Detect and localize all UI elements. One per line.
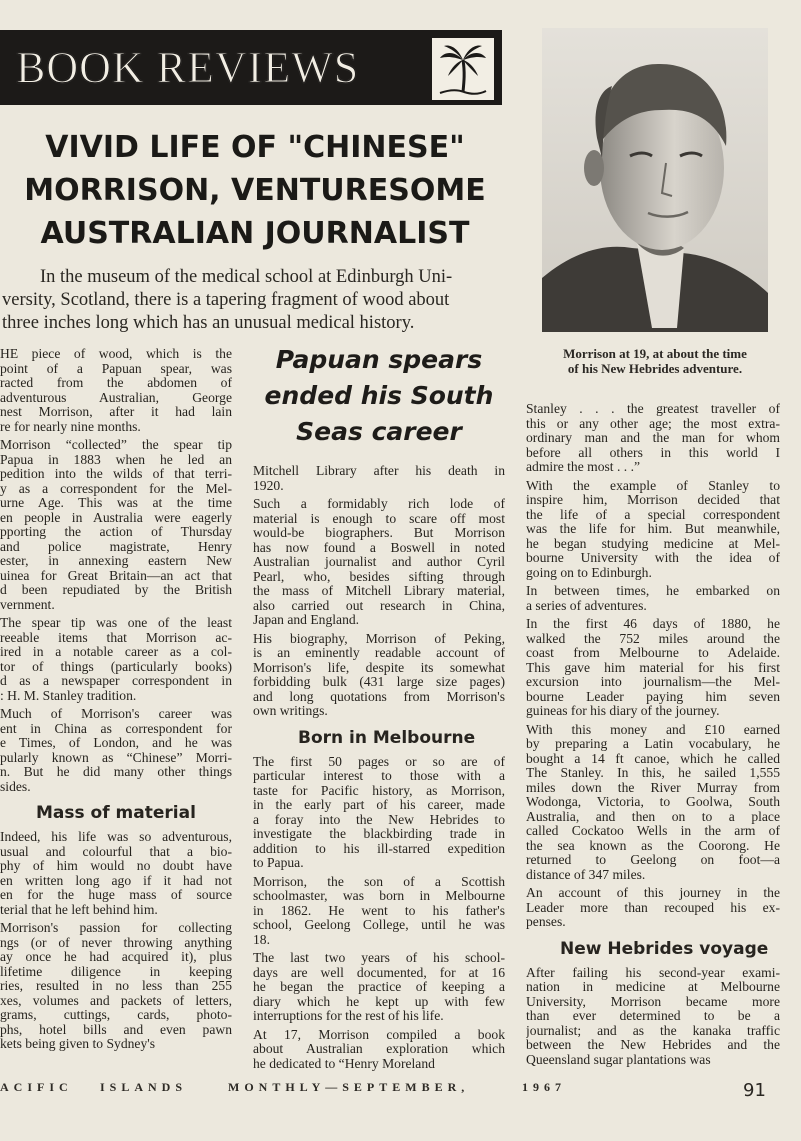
paragraph	[253, 951, 505, 1024]
text-line: by preparing a Latin vocabulary, he	[526, 737, 780, 751]
text-line: than ever determined to be a	[526, 1009, 780, 1023]
paragraph	[0, 921, 232, 1052]
text-line: Stanley . . . the greatest traveller of	[526, 402, 780, 416]
text-line: d been repudiated by the British	[0, 583, 232, 597]
text-line: guineas for his diary of the journey.	[526, 704, 720, 718]
text-line: Australian journalist and author Cyril	[253, 555, 505, 569]
text-line: returned to Geelong on foot—a	[526, 853, 780, 867]
paragraph	[0, 616, 232, 703]
text-line: Morrison's passion for collecting	[0, 921, 232, 935]
text-line: a series of adventures.	[526, 598, 647, 613]
section-subhead: New Hebrides voyage	[560, 938, 769, 959]
text-line: the life of a special correspondent	[526, 507, 780, 522]
text-line: lifetime diligence in keeping	[0, 964, 232, 979]
text-line: The Stanley. In this, he sailed 1,555	[526, 766, 780, 780]
text-line: ordinary man and the man for whom	[526, 431, 780, 445]
text-line: addition to his ill-starred expedition	[253, 841, 505, 856]
text-line: inspire him, Morrison decided that	[526, 493, 780, 507]
pull-quote-line: Papuan spears	[275, 345, 483, 374]
intro-line: three inches long which has an unusual medical history.	[2, 313, 415, 333]
text-line: uinea for Great Britain—an act that	[0, 568, 232, 583]
text-line: With the example of Stanley to	[526, 478, 780, 493]
text-line: is an eminently readable account of	[253, 646, 505, 660]
text-line: Morrison, the son of a Scottish	[253, 874, 505, 889]
page-footer	[0, 1076, 801, 1106]
text-line: n. But he did many other things	[0, 765, 232, 779]
text-line: bought a 14 ft canoe, which he called	[526, 751, 780, 766]
text-line: bourne University with the idea of	[526, 551, 780, 565]
paragraph	[526, 617, 780, 719]
text-line: vernment.	[0, 597, 55, 612]
paragraph	[526, 723, 780, 883]
text-line: e Times, of London, and he was	[0, 736, 232, 750]
article-headline	[20, 126, 490, 255]
text-line: journalist; and as the kanaka traffic	[526, 1023, 780, 1038]
headline-line: VIVID LIFE OF "CHINESE"	[45, 130, 465, 165]
text-line: The first 50 pages or so are of	[253, 754, 505, 769]
text-line: The spear tip was one of the least	[0, 616, 232, 630]
text-line: interruptions for the rest of his life.	[253, 1009, 444, 1023]
text-line: and long quotations from Morrison's	[253, 689, 505, 704]
text-line: nest Morrison, after it had lain	[0, 405, 232, 419]
text-line: xes, volumes and packets of letters,	[0, 993, 232, 1008]
text-line: he began studying medicine at Mel-	[526, 536, 780, 551]
text-line: between the New Hebrides and the	[526, 1038, 780, 1052]
book-reviews-banner	[0, 30, 502, 105]
text-line: the sea known as the Coorong. He	[526, 838, 780, 853]
text-line: he began the practice of keeping a	[253, 980, 505, 994]
paragraph	[253, 497, 505, 628]
text-line: phy of him would no doubt have	[0, 859, 232, 873]
footer-issue-date: MONTHLY—SEPTEMBER,	[228, 1080, 470, 1094]
article-intro	[2, 266, 498, 335]
text-line: before all others in this world I	[526, 445, 780, 460]
text-line: Leader more than recouped his ex-	[526, 900, 780, 915]
text-line: in 1862. He went to his father's	[253, 903, 505, 918]
text-line: excursion into journalism—the Mel-	[526, 675, 780, 689]
text-line: After failing his second-year exami-	[526, 965, 780, 980]
intro-line: versity, Scotland, there is a tapering fragment of wood about	[2, 290, 450, 310]
text-line: ent in China as correspondent for	[0, 721, 232, 736]
text-line: Queensland sugar plantations was	[526, 1052, 711, 1067]
text-line: to Papua.	[253, 856, 304, 870]
text-line: tor of things (particularly books)	[0, 659, 232, 674]
photo-caption	[528, 346, 782, 376]
text-line: The last two years of his school-	[253, 951, 505, 965]
text-line: a foray into the New Hebrides to	[253, 812, 505, 827]
footer-magazine-name-islands: ISLANDS	[100, 1080, 188, 1094]
text-line: ester, in annexing eastern New	[0, 554, 232, 568]
text-line: days are well documented, for at 16	[253, 965, 505, 980]
paragraph	[253, 1028, 505, 1072]
text-line: in the early part of his career, made	[253, 798, 505, 812]
text-line: 1920.	[253, 478, 284, 493]
text-line: point of a Papuan spear, was	[0, 361, 232, 376]
text-line: terial that he left behind him.	[0, 902, 158, 917]
text-line: has now found a Boswell in noted	[253, 540, 505, 555]
paragraph	[0, 707, 232, 794]
text-line: ay once he had acquired it), plus	[0, 950, 232, 964]
text-line: HE piece of wood, which is the	[0, 347, 232, 361]
text-line: en for the huge mass of source	[0, 888, 232, 902]
text-line: he dedicated to “Henry Moreland	[253, 1056, 435, 1071]
banner-title: BOOK REVIEWS	[16, 43, 360, 92]
text-line: y as a correspondent for the Mel-	[0, 481, 232, 496]
text-line: ries, resulted in no less than 255	[0, 979, 232, 993]
text-line: Much of Morrison's career was	[0, 707, 232, 721]
text-line: Mitchell Library after his death in	[253, 464, 505, 478]
paragraph	[253, 632, 505, 719]
text-line: pularly known as “Chinese” Morri-	[0, 750, 232, 765]
text-line: miles down the River Murray from	[526, 780, 780, 795]
paragraph	[526, 966, 780, 1068]
text-line: en people in Australia were eagerly	[0, 510, 232, 525]
text-line: University, Morrison became more	[526, 994, 780, 1009]
text-line: called Cockatoo Wells in the arm of	[526, 824, 780, 838]
text-line: d as a newspaper correspondent in	[0, 674, 232, 688]
paragraph	[526, 402, 780, 475]
paragraph	[0, 347, 232, 434]
paragraph	[253, 755, 505, 871]
headline-line: AUSTRALIAN JOURNALIST	[40, 216, 470, 251]
text-line: ngs (or of never throwing anything	[0, 935, 232, 950]
text-line: also carried out research in China,	[253, 598, 505, 613]
paragraph	[0, 438, 232, 612]
text-line: material is enough to scare off most	[253, 511, 505, 526]
text-line: Indeed, his life was so adventurous,	[0, 830, 232, 844]
article-column-3	[526, 402, 780, 1071]
text-line: this or any other age; the most extra-	[526, 416, 780, 431]
text-line: Morrison's life, despite its somewhat	[253, 660, 505, 675]
text-line: school, Geelong College, until he was	[253, 918, 505, 932]
text-line: racted from the abdomen of	[0, 376, 232, 390]
text-line: usual and colourful that a bio-	[0, 844, 232, 859]
morrison-portrait-photo	[542, 28, 768, 332]
headline-line: MORRISON, VENTURESOME	[24, 173, 486, 208]
text-line: coast from Melbourne to Adelaide.	[526, 646, 780, 660]
text-line: admire the most . . .”	[526, 460, 641, 474]
text-line: An account of this journey in the	[526, 886, 780, 900]
text-line: phs, hotel bills and even pawn	[0, 1022, 232, 1037]
text-line: pporting the action of Thursday	[0, 525, 232, 539]
text-line: walked the 752 miles around the	[526, 631, 780, 646]
intro-line: In the museum of the medical school at Edinburgh Uni-	[40, 267, 453, 287]
article-column-1	[0, 347, 232, 1056]
text-line: In the first 46 days of 1880, he	[526, 617, 780, 631]
text-line: kets being given to Sydney's	[0, 1037, 155, 1051]
text-line: At 17, Morrison compiled a book	[253, 1027, 505, 1042]
text-line: going on to Edinburgh.	[526, 565, 652, 580]
text-line: Wodonga, Victoria, to Goolwa, South	[526, 795, 780, 809]
text-line: forbidding bulk (431 large size pages)	[253, 675, 505, 689]
text-line: penses.	[526, 915, 566, 929]
text-line: pedition into the wilds of that terri-	[0, 467, 232, 481]
text-line: distance of 347 miles.	[526, 867, 646, 882]
text-line: 18.	[253, 932, 270, 947]
text-line: Australia, and then on to a place	[526, 809, 780, 824]
text-line: particular interest to those with a	[253, 769, 505, 783]
page-number: 91	[743, 1080, 766, 1101]
text-line: : H. M. Stanley tradition.	[0, 688, 137, 703]
text-line: ired in a notable career as a col-	[0, 645, 232, 659]
text-line: Papua in 1883 when he led an	[0, 452, 232, 467]
text-line: Such a formidably rich lode of	[253, 497, 505, 511]
pull-quote-line: ended his South	[264, 381, 494, 410]
text-line: With this money and £10 earned	[526, 722, 780, 737]
text-line: grams, cuttings, cards, photo-	[0, 1008, 232, 1022]
text-line: was the life for him. But meanwhile,	[526, 522, 780, 536]
text-line: His biography, Morrison of Peking,	[253, 631, 505, 646]
paragraph	[526, 886, 780, 930]
text-line: and police magistrate, Henry	[0, 539, 232, 554]
text-line: In between times, he embarked on	[526, 584, 780, 598]
paragraph	[0, 830, 232, 917]
paragraph	[253, 464, 505, 493]
text-line: reeable items that Morrison ac-	[0, 630, 232, 645]
text-line: adventurous Australian, George	[0, 390, 232, 405]
text-line: Morrison “collected” the spear tip	[0, 438, 232, 452]
text-line: This gave him material for his first	[526, 660, 780, 675]
palm-tree-icon	[432, 38, 494, 100]
text-line: urne Age. This was at the time	[0, 496, 232, 510]
text-line: sides.	[0, 779, 31, 794]
text-line: re for nearly nine months.	[0, 419, 141, 434]
text-line: about Australian exploration which	[253, 1042, 505, 1056]
text-line: Japan and England.	[253, 613, 360, 627]
caption-line: of his New Hebrides adventure.	[567, 361, 743, 376]
text-line: own writings.	[253, 704, 328, 718]
text-line: Pearl, who, besides sifting through	[253, 569, 505, 584]
text-line: schoolmaster, was born in Melbourne	[253, 889, 505, 903]
paragraph	[526, 584, 780, 613]
text-line: en written long ago if it had not	[0, 873, 232, 888]
pull-quote-line: Seas career	[296, 417, 462, 446]
caption-line: Morrison at 19, at about the time	[563, 346, 747, 361]
section-subhead: Mass of material	[36, 803, 196, 823]
footer-year: 1967	[522, 1080, 566, 1094]
paragraph	[526, 479, 780, 581]
paragraph	[253, 875, 505, 948]
text-line: nation in medicine at Melbourne	[526, 980, 780, 994]
text-line: bourne Leader paying him seven	[526, 689, 780, 704]
section-subhead: Born in Melbourne	[298, 727, 476, 748]
text-line: taste for Pacific history, as Morrison,	[253, 783, 505, 798]
article-column-2	[253, 464, 505, 1075]
text-line: the mass of Mitchell Library material,	[253, 584, 505, 598]
text-line: would-be biographers. But Morrison	[253, 526, 505, 540]
text-line: diary which he kept up with few	[253, 994, 505, 1009]
pull-quote	[253, 342, 505, 450]
footer-magazine-name-start: ACIFIC	[0, 1080, 73, 1094]
text-line: investigate the blackbirding trade in	[253, 827, 505, 841]
